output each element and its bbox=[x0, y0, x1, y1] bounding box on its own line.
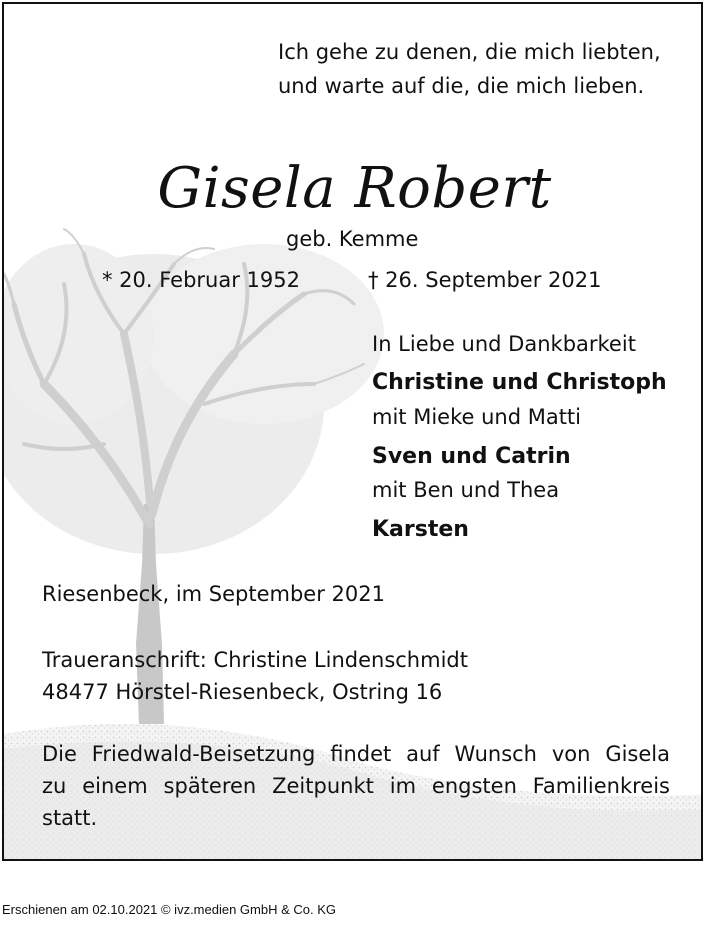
burial-notice-line-2: zu einem späteren Zeitpunkt im engsten Familienkreis bbox=[42, 774, 670, 798]
obituary-notice bbox=[2, 2, 703, 861]
tree-background-image bbox=[4, 4, 703, 861]
mourners-intro: In Liebe und Dankbarkeit bbox=[372, 332, 636, 356]
quote-line-2: und warte auf die, die mich lieben. bbox=[278, 74, 645, 98]
mourner-3: Karsten bbox=[372, 517, 469, 542]
mourner-family-1-children: mit Mieke und Matti bbox=[372, 405, 581, 429]
mourner-family-2-children: mit Ben und Thea bbox=[372, 478, 560, 502]
maiden-name: geb. Kemme bbox=[286, 227, 419, 251]
burial-notice-line-3: statt. bbox=[42, 806, 98, 830]
death-date: † 26. September 2021 bbox=[368, 268, 602, 292]
burial-notice bbox=[42, 738, 670, 834]
mourner-family-1: Christine und Christoph bbox=[372, 370, 667, 395]
deceased-name: Gisela Robert bbox=[157, 156, 552, 221]
address-line-2: 48477 Hörstel-Riesenbeck, Ostring 16 bbox=[42, 680, 443, 704]
mourner-family-2: Sven und Catrin bbox=[372, 444, 571, 469]
quote-line-1: Ich gehe zu denen, die mich liebten, bbox=[278, 40, 661, 64]
address-line-1: Traueranschrift: Christine Lindenschmidt bbox=[42, 648, 468, 672]
burial-notice-line-1: Die Friedwald-Beisetzung findet auf Wunsch von Gisela bbox=[42, 742, 670, 766]
birth-date: * 20. Februar 1952 bbox=[102, 268, 300, 292]
place-and-date: Riesenbeck, im September 2021 bbox=[42, 582, 385, 606]
publication-footer: Erschienen am 02.10.2021 © ivz.medien GmbH & Co. KG bbox=[2, 902, 337, 917]
